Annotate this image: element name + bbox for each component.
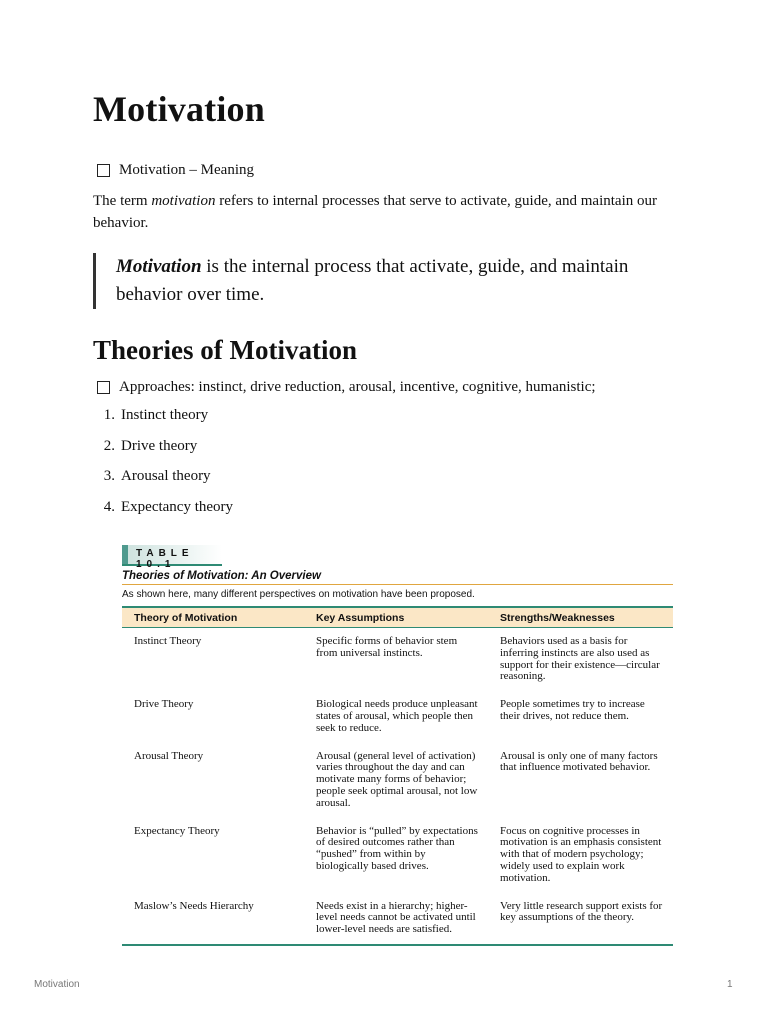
checklist-label: Motivation – Meaning bbox=[119, 162, 254, 178]
para-text: The term bbox=[93, 193, 152, 209]
table-tag bbox=[122, 545, 222, 570]
list-number: 2. bbox=[103, 437, 115, 454]
table-cell: Very little research support exists for key assumptions of the theory. bbox=[488, 893, 673, 945]
table-cell: Drive Theory bbox=[134, 698, 194, 711]
table-cell: Biological needs produce unpleasant states of arousal, which people then seek to reduce. bbox=[316, 698, 478, 734]
checklist-label: Approaches: instinct, drive reduction, arousal, incentive, cognitive, humanistic; bbox=[119, 379, 596, 395]
table-cell: Arousal is only one of many factors that influence motivated behavior. bbox=[500, 749, 658, 774]
table-row bbox=[122, 893, 673, 945]
table-cell: Specific forms of behavior stem from universal instincts. bbox=[316, 635, 458, 659]
table-caption: As shown here, many different perspectives on motivation have been proposed. bbox=[122, 589, 673, 608]
list-number: 3. bbox=[103, 468, 115, 484]
para-text-rest: refers to internal processes that serve to activate, guide, and maintain our behavior. bbox=[93, 193, 657, 231]
checkbox-icon[interactable] bbox=[97, 381, 110, 394]
quote-term: Motivation bbox=[116, 256, 202, 277]
table-tag-label: TABLE 10.1 bbox=[136, 548, 194, 570]
definition-quote bbox=[93, 253, 676, 309]
checklist-item-approaches bbox=[97, 379, 596, 396]
list-number: 4. bbox=[103, 498, 115, 515]
list-label: Instinct theory bbox=[121, 407, 209, 423]
table-row bbox=[122, 691, 673, 742]
table-header-row bbox=[122, 608, 673, 628]
table-row bbox=[122, 743, 673, 818]
page-title: Motivation bbox=[93, 89, 265, 129]
overview-table bbox=[122, 608, 673, 946]
footer-title: Motivation bbox=[34, 979, 80, 990]
table-cell: People sometimes try to increase their drives, not reduce them. bbox=[500, 698, 645, 722]
checklist-item-meaning bbox=[97, 162, 254, 179]
table-cell: Behaviors used as a basis for inferring instincts are also used as support for their existence—circular reasoning. bbox=[500, 635, 660, 683]
column-header: Key Assumptions bbox=[304, 608, 488, 628]
quote-text: is the internal process that activate, guide, and maintain behavior over time. bbox=[116, 256, 629, 305]
list-item bbox=[93, 468, 233, 499]
table-cell: Expectancy Theory bbox=[134, 824, 220, 837]
table-cell: Behavior is “pulled” by expectations of desired outcomes rather than “pushed” from within by biologically based drives. bbox=[316, 824, 478, 872]
table-cell: Maslow’s Needs Hierarchy bbox=[122, 893, 304, 945]
para-italic: motivation bbox=[151, 193, 216, 209]
list-item bbox=[93, 438, 233, 469]
list-item bbox=[93, 407, 233, 438]
table-cell: Needs exist in a hierarchy; higher-level needs cannot be activated until lower-level needs are satisfied. bbox=[304, 893, 488, 945]
table-cell: Arousal Theory bbox=[134, 749, 204, 762]
checkbox-icon[interactable] bbox=[97, 164, 110, 177]
list-number: 1. bbox=[103, 407, 115, 423]
column-header: Strengths/Weaknesses bbox=[488, 608, 673, 628]
column-header: Theory of Motivation bbox=[122, 608, 304, 628]
list-item bbox=[93, 499, 233, 530]
table-row bbox=[122, 818, 673, 893]
page-number: 1 bbox=[727, 979, 733, 990]
theories-list bbox=[93, 407, 233, 529]
table-cell: Instinct Theory bbox=[134, 635, 202, 647]
table-cell: Focus on cognitive processes in motivation is an emphasis consistent with that of modern psychology; widely used to explain work motivation. bbox=[500, 824, 662, 884]
table-title: Theories of Motivation: An Overview bbox=[122, 570, 673, 585]
list-label: Expectancy theory bbox=[121, 498, 234, 515]
list-label: Arousal theory bbox=[121, 468, 211, 484]
table-cell: Arousal (general level of activation) varies throughout the day and can motivate many forms of behavior; people seek optimal arousal, not low arousal. bbox=[316, 749, 478, 809]
table-figure bbox=[122, 545, 673, 946]
definition-paragraph bbox=[93, 190, 676, 234]
section-title: Theories of Motivation bbox=[93, 335, 357, 365]
table-row bbox=[122, 628, 673, 692]
list-label: Drive theory bbox=[121, 437, 198, 454]
